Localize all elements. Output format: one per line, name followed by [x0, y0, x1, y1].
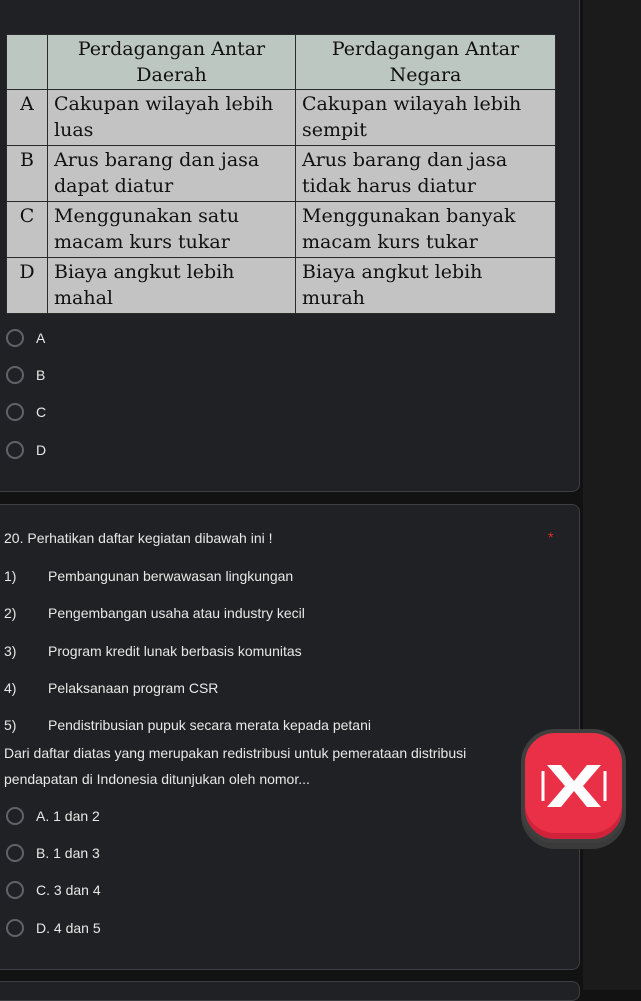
table-row [7, 146, 556, 202]
row-label: D [7, 258, 48, 314]
option-label: A. 1 dan 2 [36, 808, 100, 824]
radio-option-1-dan-2[interactable] [6, 805, 100, 827]
radio-option-3-dan-4[interactable] [6, 879, 101, 901]
table-cell: Cakupan wilayah lebih sempit [296, 90, 556, 146]
radio-circle[interactable] [6, 919, 24, 937]
row-label: B [7, 146, 48, 202]
question-prompt: Dari daftar diatas yang merupakan redistribusi untuk pemerataan distribusi pendapatan di Indonesia ditunjukan oleh nomor... [4, 745, 467, 787]
question-card-19 [0, 0, 580, 492]
option-label: D. 4 dan 5 [36, 920, 101, 936]
radio-circle[interactable] [6, 329, 24, 347]
question-title: 20. Perhatikan daftar kegiatan dibawah ini ! [4, 530, 273, 546]
required-asterisk: * [548, 529, 554, 545]
row-label: A [7, 90, 48, 146]
list-item: 1) Pembangunan berwawasan lingkungan [4, 568, 294, 584]
radio-option-1-dan-3[interactable] [6, 842, 100, 864]
table-cell: Cakupan wilayah lebih luas [48, 90, 296, 146]
radio-circle[interactable] [6, 403, 24, 421]
list-item: 4) Pelaksanaan program CSR [4, 680, 219, 696]
radio-option-d[interactable] [6, 439, 46, 461]
comparison-table [6, 34, 556, 314]
radio-option-c[interactable] [6, 401, 46, 423]
next-question-card [0, 981, 580, 1001]
radio-option-4-dan-5[interactable] [6, 917, 101, 939]
option-label: B [36, 367, 46, 383]
header-antar-negara: Perdagangan Antar Negara [296, 35, 556, 90]
radio-circle[interactable] [6, 881, 24, 899]
table-cell: Menggunakan satu macam kurs tukar [48, 202, 296, 258]
table-row [7, 90, 556, 146]
radio-circle[interactable] [6, 366, 24, 384]
table-cell: Biaya angkut lebih mahal [48, 258, 296, 314]
table-row [7, 202, 556, 258]
radio-circle[interactable] [6, 441, 24, 459]
table-row [7, 258, 556, 314]
table-cell: Arus barang dan jasa dapat diatur [48, 146, 296, 202]
table-corner [7, 35, 48, 90]
table-header-row [7, 35, 556, 90]
list-item: 3) Program kredit lunak berbasis komunitas [4, 643, 302, 659]
option-label: C [36, 404, 47, 420]
option-label: A [36, 330, 46, 346]
radio-circle[interactable] [6, 844, 24, 862]
radio-circle[interactable] [6, 807, 24, 825]
option-label: B. 1 dan 3 [36, 845, 100, 861]
table-cell: Menggunakan banyak macam kurs tukar [296, 202, 556, 258]
header-antar-daerah: Perdagangan Antar Daerah [48, 35, 296, 90]
table-cell: Arus barang dan jasa tidak harus diatur [296, 146, 556, 202]
table-cell: Biaya angkut lebih murah [296, 258, 556, 314]
list-item: 5) Pendistribusian pupuk secara merata kepada petani [4, 717, 371, 733]
radio-option-b[interactable] [6, 364, 45, 386]
list-item: 2) Pengembangan usaha atau industry kecil [4, 605, 305, 621]
logo-x-icon [541, 757, 607, 815]
floating-app-button[interactable] [521, 729, 626, 843]
option-label: C. 3 dan 4 [36, 882, 101, 898]
option-label: D [36, 442, 47, 458]
radio-option-a[interactable] [6, 327, 45, 349]
comparison-table-image [6, 34, 556, 314]
row-label: C [7, 202, 48, 258]
